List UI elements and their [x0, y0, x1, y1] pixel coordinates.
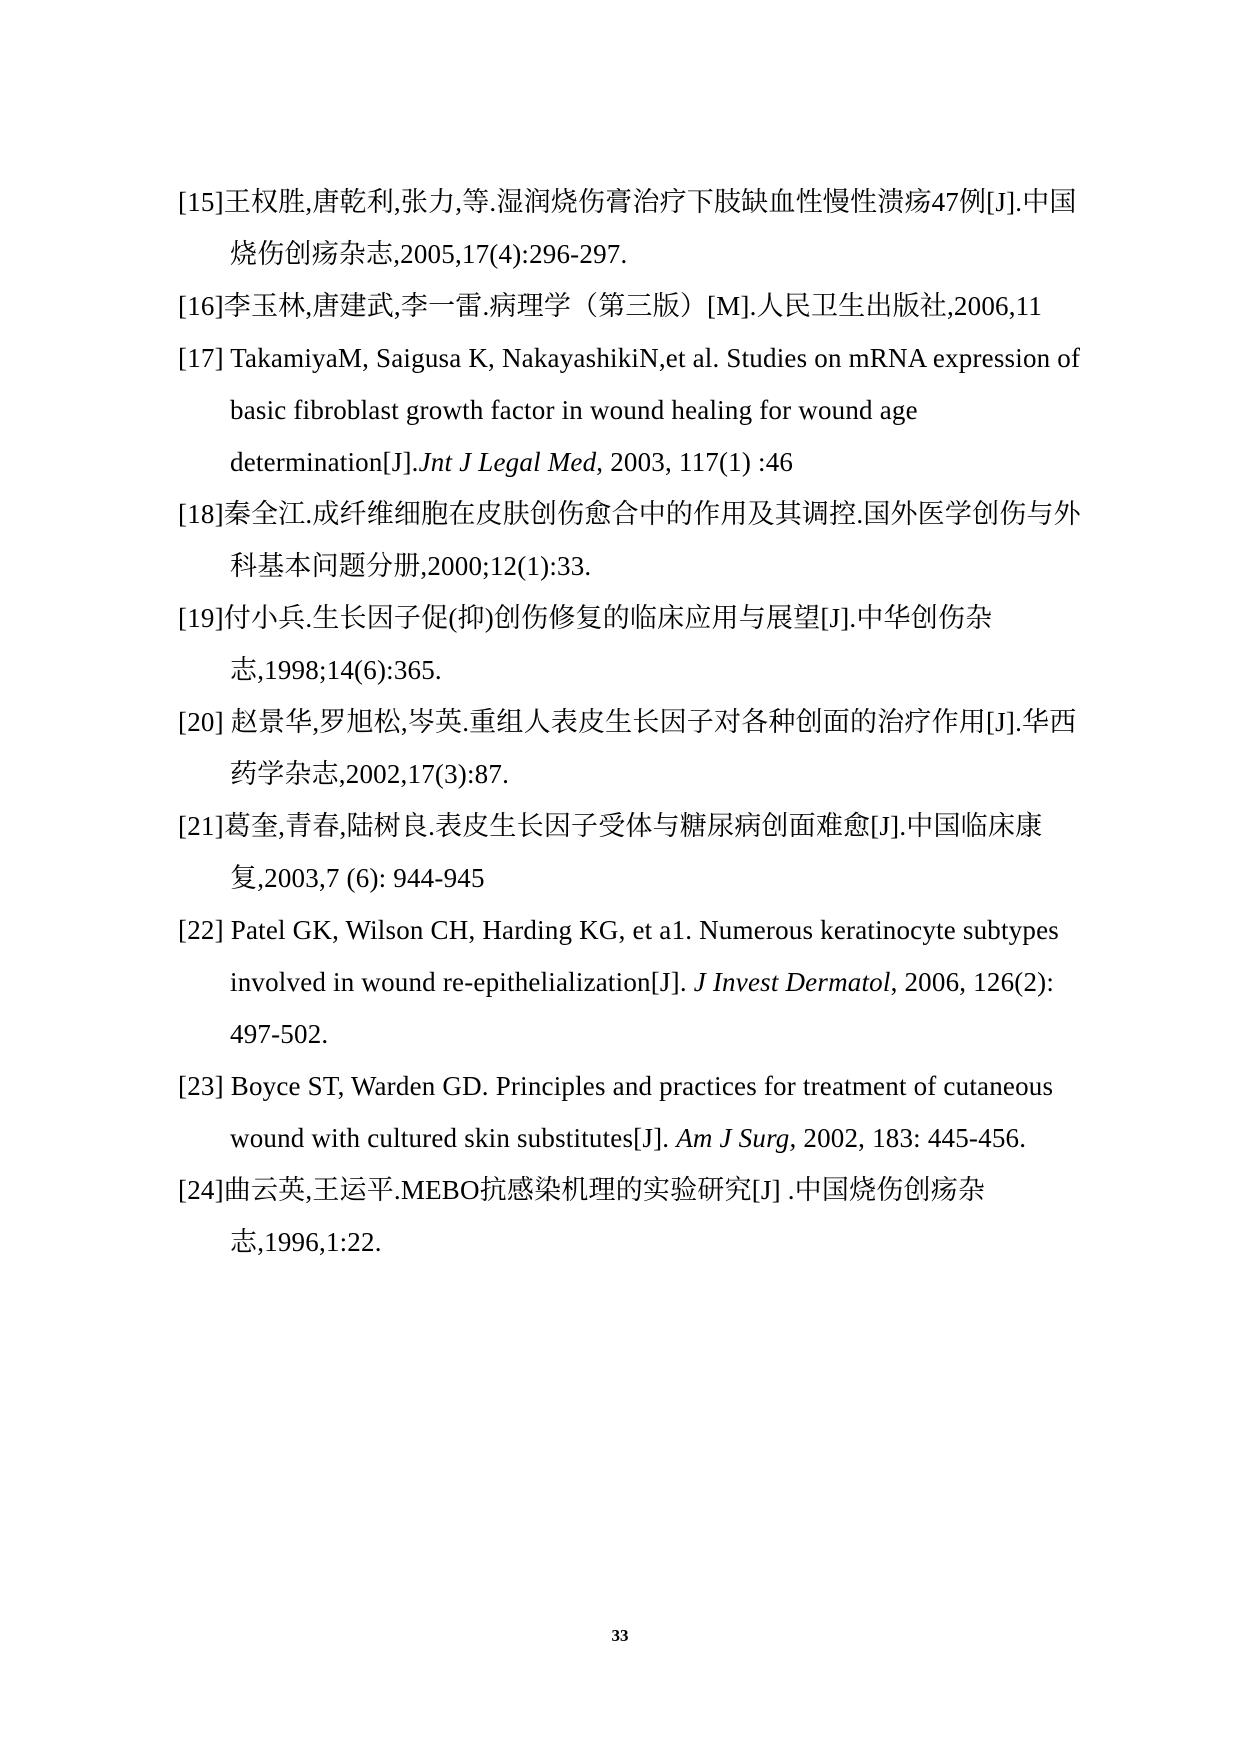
page-number: 33	[611, 1626, 629, 1645]
reference-text: [23] Boyce ST, Warden GD. Principles and practices for treatment of cutaneous wound with cultured skin substitutes[J].	[178, 1071, 1054, 1153]
reference-list	[178, 176, 1098, 1268]
reference-item	[178, 592, 1098, 696]
reference-text: [17] TakamiyaM, Saigusa K, NakayashikiN,et al. Studies on mRNA expression of basic fibroblast growth factor in wound healing for wound age determination[J].	[178, 343, 1081, 477]
reference-text: , 2006, 126(2): 497-502.	[230, 967, 1055, 1049]
reference-text: [19]付小兵.生长因子促(抑)创伤修复的临床应用与展望[J].中华创伤杂志,1998;14(6):365.	[178, 603, 993, 685]
reference-item	[178, 1164, 1098, 1268]
journal-name: J Invest Dermatol	[693, 967, 891, 997]
reference-item	[178, 904, 1098, 1060]
reference-text: 2002, 183: 445-456.	[796, 1123, 1027, 1153]
reference-item	[178, 488, 1098, 592]
reference-text: [15]王权胜,唐乾利,张力,等.湿润烧伤膏治疗下肢缺血性慢性溃疡47例[J].中国烧伤创疡杂志,2005,17(4):296-297.	[178, 187, 1077, 269]
journal-name: Am J Surg,	[676, 1123, 797, 1153]
reference-text: , 2003, 117(1) :46	[596, 447, 794, 477]
reference-item	[178, 800, 1098, 904]
reference-text: [16]李玉林,唐建武,李一雷.病理学（第三版）[M].人民卫生出版社,2006,11	[178, 291, 1043, 321]
reference-text: [22] Patel GK, Wilson CH, Harding KG, et a1. Numerous keratinocyte subtypes involved in wound re-epithelialization[J].	[178, 915, 1060, 997]
reference-item	[178, 696, 1098, 800]
reference-item	[178, 332, 1098, 488]
journal-name: Jnt J Legal Med	[418, 447, 597, 477]
reference-text: [18]秦全江.成纤维细胞在皮肤创伤愈合中的作用及其调控.国外医学创伤与外科基本问题分册,2000;12(1):33.	[178, 499, 1081, 581]
reference-item	[178, 280, 1098, 332]
reference-text: [21]葛奎,青春,陆树良.表皮生长因子受体与糖尿病创面难愈[J].中国临床康复,2003,7 (6): 944-945	[178, 811, 1043, 893]
reference-item	[178, 1060, 1098, 1164]
reference-text: [20] 赵景华,罗旭松,岑英.重组人表皮生长因子对各种创面的治疗作用[J].华西药学杂志,2002,17(3):87.	[178, 707, 1077, 789]
reference-item	[178, 176, 1098, 280]
reference-text: [24]曲云英,王运平.MEBO抗感染机理的实验研究[J] .中国烧伤创疡杂志,1996,1:22.	[178, 1175, 986, 1257]
